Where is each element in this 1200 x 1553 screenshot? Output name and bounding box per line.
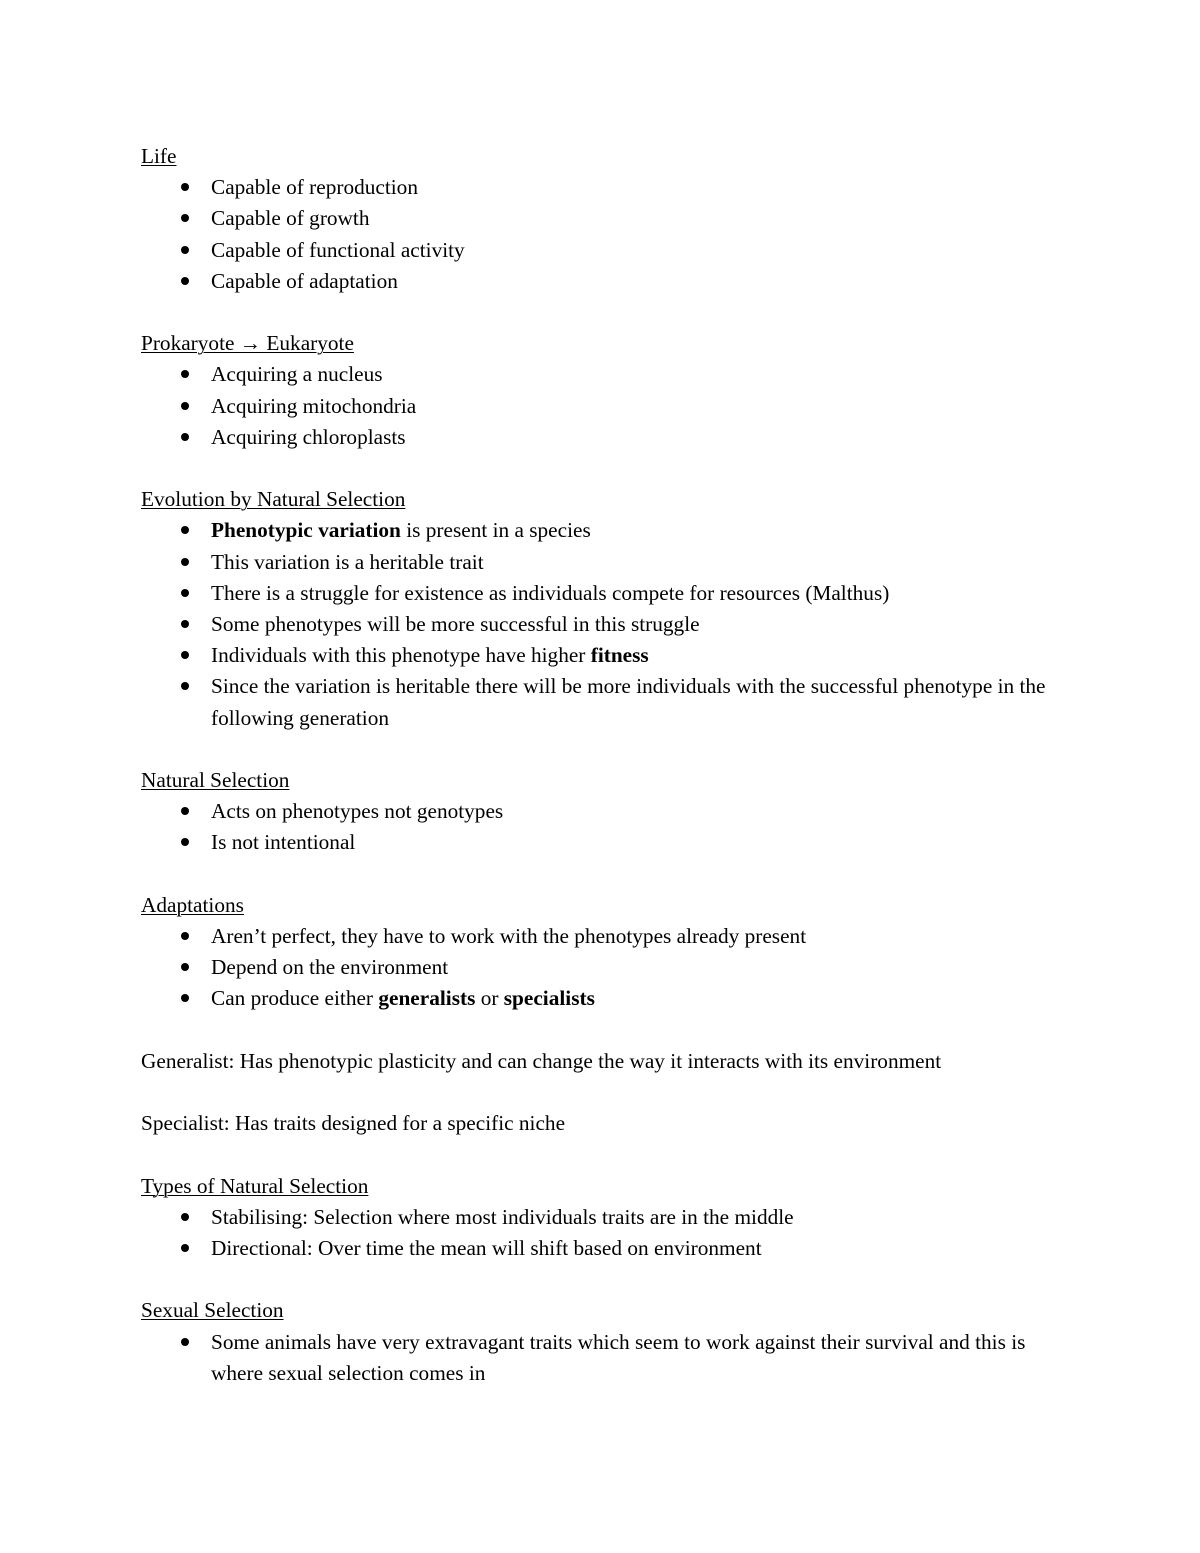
- section-heading: Evolution by Natural Selection: [141, 487, 406, 512]
- list-item: Capable of reproduction: [141, 172, 1071, 203]
- bullet-icon: [181, 838, 189, 846]
- list-item: Some animals have very extravagant traits which seem to work against their survival and this is where sexual selection comes in: [141, 1327, 1071, 1389]
- list-item: Aren’t perfect, they have to work with the phenotypes already present: [141, 921, 1071, 952]
- bullet-list: [141, 1202, 1071, 1264]
- list-item: Directional: Over time the mean will shift based on environment: [141, 1233, 1071, 1264]
- section-heading: Sexual Selection: [141, 1298, 284, 1323]
- list-item: This variation is a heritable trait: [141, 547, 1071, 578]
- generalist-definition: Generalist: Has phenotypic plasticity and can change the way it interacts with its environment: [141, 1048, 942, 1073]
- section-adaptations: [141, 890, 1071, 1015]
- list-item: Some phenotypes will be more successful in this struggle: [141, 609, 1071, 640]
- section-heading: Life: [141, 144, 177, 168]
- section-heading: Prokaryote → Eukaryote: [141, 331, 354, 356]
- bullet-icon: [181, 402, 189, 410]
- document-page: [141, 141, 1071, 1420]
- bullet-list: [141, 921, 1071, 1015]
- list-item: Capable of adaptation: [141, 266, 1071, 297]
- bullet-icon: [181, 620, 189, 628]
- bullet-icon: [181, 558, 189, 566]
- bullet-icon: [181, 932, 189, 940]
- bullet-icon: [181, 526, 189, 534]
- list-item: Capable of functional activity: [141, 235, 1071, 266]
- list-item: Acts on phenotypes not genotypes: [141, 796, 1071, 827]
- bullet-icon: [181, 277, 189, 285]
- bullet-icon: [181, 433, 189, 441]
- list-item: Stabilising: Selection where most individuals traits are in the middle: [141, 1202, 1071, 1233]
- bullet-icon: [181, 1244, 189, 1252]
- bullet-list: [141, 359, 1071, 453]
- section-prokaryote-eukaryote: [141, 328, 1071, 453]
- bullet-icon: [181, 183, 189, 191]
- list-item: There is a struggle for existence as individuals compete for resources (Malthus): [141, 578, 1071, 609]
- bullet-icon: [181, 1213, 189, 1221]
- bullet-list: [141, 172, 1071, 297]
- bullet-icon: [181, 246, 189, 254]
- bullet-icon: [181, 682, 189, 690]
- bullet-icon: [181, 589, 189, 597]
- section-types-of-natural-selection: [141, 1171, 1071, 1265]
- list-item: Since the variation is heritable there will be more individuals with the successful phenotype in the following generation: [141, 671, 1071, 733]
- bullet-icon: [181, 963, 189, 971]
- list-item: Phenotypic variation is present in a species: [141, 515, 1071, 546]
- bullet-list: [141, 796, 1071, 858]
- bullet-icon: [181, 1338, 189, 1346]
- bullet-icon: [181, 994, 189, 1002]
- bullet-icon: [181, 651, 189, 659]
- section-sexual-selection: [141, 1295, 1071, 1389]
- list-item: Acquiring a nucleus: [141, 359, 1071, 390]
- section-evolution-by-natural-selection: [141, 484, 1071, 734]
- list-item: Individuals with this phenotype have higher fitness: [141, 640, 1071, 671]
- section-heading: Adaptations: [141, 892, 244, 917]
- section-life: [141, 141, 1071, 297]
- section-heading: Natural Selection: [141, 768, 290, 793]
- bullet-icon: [181, 214, 189, 222]
- list-item: Capable of growth: [141, 203, 1071, 234]
- section-heading: Types of Natural Selection: [141, 1173, 369, 1198]
- bullet-list: [141, 1327, 1071, 1389]
- list-item: Can produce either generalists or specialists: [141, 983, 1071, 1014]
- list-item: Is not intentional: [141, 827, 1071, 858]
- specialist-definition: Specialist: Has traits designed for a specific niche: [141, 1111, 566, 1136]
- list-item: Acquiring mitochondria: [141, 391, 1071, 422]
- bullet-list: [141, 515, 1071, 733]
- section-natural-selection: [141, 765, 1071, 859]
- list-item: Acquiring chloroplasts: [141, 422, 1071, 453]
- bullet-icon: [181, 370, 189, 378]
- list-item: Depend on the environment: [141, 952, 1071, 983]
- bullet-icon: [181, 807, 189, 815]
